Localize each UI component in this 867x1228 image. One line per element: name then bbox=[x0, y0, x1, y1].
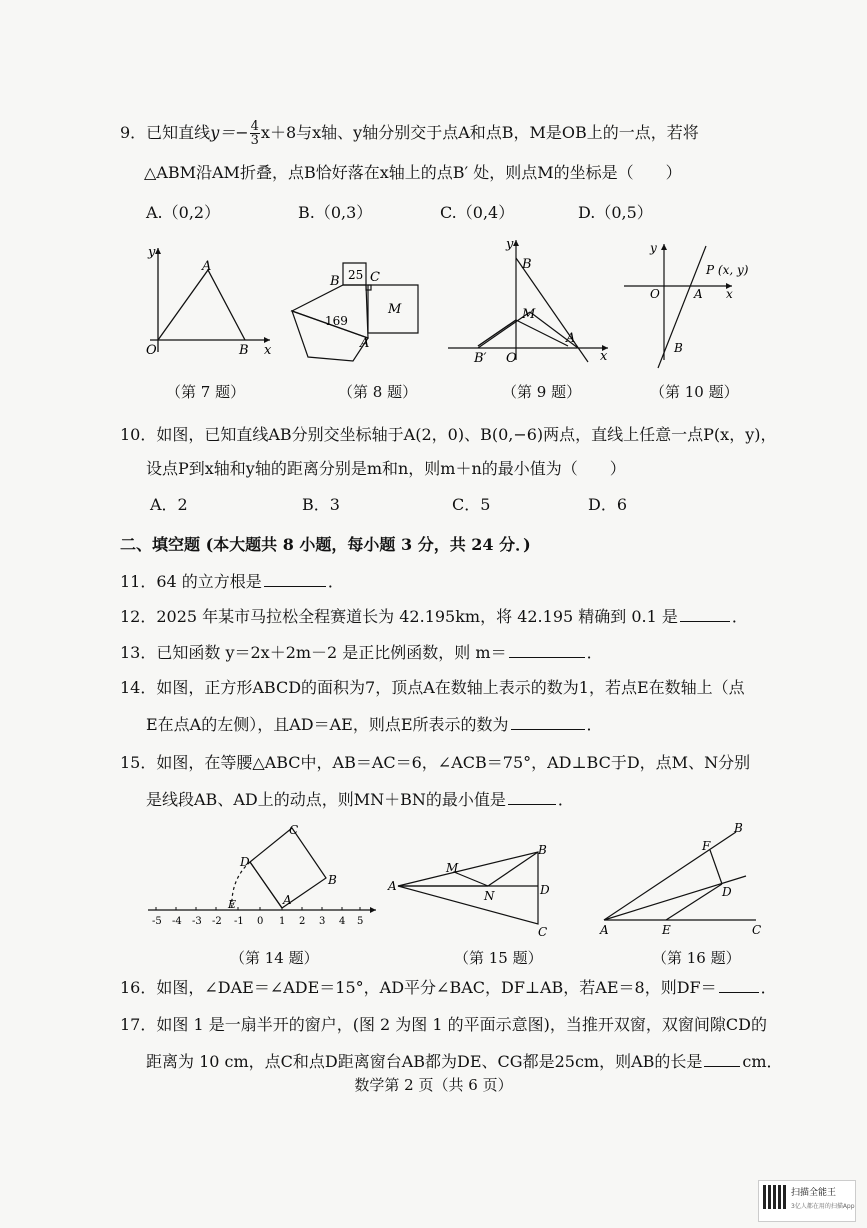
q10-option-a: A．2 bbox=[150, 495, 188, 514]
figure-10 bbox=[620, 240, 749, 370]
q10-option-b: B．3 bbox=[302, 495, 340, 514]
fig9-label-o: O bbox=[506, 351, 517, 366]
fig14-label-d: D bbox=[240, 855, 250, 869]
fig9-label-x: x bbox=[600, 349, 608, 364]
fig7-label-o: O bbox=[146, 343, 157, 358]
q15-line2: 是线段AB、AD上的动点，则MN＋BN的最小值是 ． bbox=[146, 790, 574, 809]
q14-line2: E在点A的左侧），且AD＝AE，则点E所表示的数为 ． bbox=[146, 715, 603, 734]
fig16-label-c: C bbox=[752, 923, 762, 937]
fig15-label-n: N bbox=[484, 889, 495, 903]
q10-line2: 设点P到x轴和y轴的距离分别是m和n，则m＋n的最小值为（ ） bbox=[146, 459, 626, 478]
fig8-label-169: 169 bbox=[325, 314, 348, 328]
figure-7 bbox=[140, 240, 280, 370]
fig16-label-d: D bbox=[722, 885, 732, 899]
q11: 11．64 的立方根是 ． bbox=[120, 572, 344, 591]
fig14-label-e: E bbox=[228, 898, 237, 911]
answer-blank[interactable] bbox=[264, 570, 326, 587]
answer-blank[interactable] bbox=[508, 788, 556, 805]
fig8-label-b: B bbox=[330, 274, 340, 289]
fig16-label-f: F bbox=[702, 839, 711, 853]
fig16-label-b: B bbox=[734, 821, 743, 835]
answer-blank[interactable] bbox=[680, 605, 730, 622]
fig16-label-e: E bbox=[662, 923, 671, 937]
fig10-label-b: B bbox=[674, 341, 683, 355]
fig14-tick: 3 bbox=[319, 916, 326, 927]
fig7-label-y: y bbox=[148, 245, 156, 260]
fig7-label-a: A bbox=[202, 259, 212, 274]
fig9-label-b: B bbox=[522, 257, 532, 272]
fig15-label-b: B bbox=[538, 843, 547, 857]
q9-option-a: A.（0,2） bbox=[146, 203, 221, 222]
q17-line2: 距离为 10 cm，点C和点D距离窗台AB都为DE、CG都是25cm，则AB的长是 cm． bbox=[146, 1052, 783, 1071]
q12: 12．2025 年某市马拉松全程赛道长为 42.195km，将 42.195 精确到 0.1 是 ． bbox=[120, 607, 748, 626]
answer-blank[interactable] bbox=[511, 713, 585, 730]
fig8-label-25: 25 bbox=[348, 268, 364, 282]
fig8-label-m: M bbox=[388, 302, 402, 317]
fig14-tick: -2 bbox=[212, 916, 222, 927]
fig14-tick: 2 bbox=[299, 916, 306, 927]
page-footer: 数学第 2 页（共 6 页） bbox=[354, 1076, 513, 1094]
q9-line2: △ABM沿AM折叠，点B恰好落在x轴上的点B′ 处，则点M的坐标是（ ） bbox=[144, 163, 682, 182]
answer-blank[interactable] bbox=[719, 976, 759, 993]
fig9-label-a: A bbox=[566, 331, 576, 346]
figure-15 bbox=[388, 838, 558, 938]
qr-code-icon bbox=[763, 1185, 787, 1209]
q10-option-d: D．6 bbox=[588, 495, 628, 514]
q17-line1: 17．如图 1 是一扇半开的窗户，(图 2 为图 1 的平面示意图)，当推开双窗，双窗间隙CD的 bbox=[120, 1015, 767, 1034]
fig10-label-y: y bbox=[650, 241, 657, 255]
q15-line1: 15．如图，在等腰△ABC中，AB＝AC＝6，∠ACB＝75°，AD⊥BC于D，点M、N分别 bbox=[120, 753, 751, 772]
q9-option-c: C.（0,4） bbox=[440, 203, 515, 222]
q9-line1: 9．已知直线y＝− $\frac{4}{3}$ x＋8与x轴、y轴分别交于点A和点B，M是OB上的一点，若将 bbox=[120, 119, 699, 148]
caption-fig7: （第 7 题） bbox=[166, 383, 246, 401]
fig9-label-m: M bbox=[522, 307, 536, 322]
fig14-tick: 4 bbox=[339, 916, 346, 927]
fig14-tick: 1 bbox=[279, 916, 286, 927]
fig10-label-p: P (x, y) bbox=[706, 263, 749, 277]
caption-fig10: （第 10 题） bbox=[650, 383, 739, 401]
figure-9 bbox=[448, 236, 613, 366]
caption-fig14: （第 14 题） bbox=[230, 949, 319, 967]
fig15-label-d: D bbox=[540, 883, 550, 897]
fig14-tick: -4 bbox=[172, 916, 182, 927]
fig15-label-m: M bbox=[446, 861, 459, 875]
q13: 13．已知函数 y＝2x＋2m－2 是正比例函数，则 m＝ ． bbox=[120, 643, 603, 662]
fig10-label-o: O bbox=[650, 287, 660, 301]
fig14-tick: -3 bbox=[192, 916, 202, 927]
fig14-tick: 5 bbox=[357, 916, 364, 927]
caption-fig16: （第 16 题） bbox=[652, 949, 741, 967]
caption-fig8: （第 8 题） bbox=[338, 383, 418, 401]
fig7-label-b: B bbox=[239, 343, 249, 358]
fig14-label-b: B bbox=[328, 873, 337, 887]
fig14-tick: -5 bbox=[152, 916, 162, 927]
fig10-label-a: A bbox=[694, 287, 703, 301]
fig14-label-a: A bbox=[283, 893, 292, 907]
caption-fig9: （第 9 题） bbox=[502, 383, 582, 401]
fig14-tick: 0 bbox=[257, 916, 264, 927]
fraction: $\frac{4}{3}$ bbox=[250, 119, 259, 148]
fig10-label-x: x bbox=[726, 287, 733, 301]
q16: 16．如图，∠DAE＝∠ADE＝15°，AD平分∠BAC，DF⊥AB，若AE＝8，则DF＝ ． bbox=[120, 978, 777, 997]
fig14-tick: -1 bbox=[234, 916, 244, 927]
scanner-watermark bbox=[758, 1180, 856, 1222]
fig15-label-a: A bbox=[388, 879, 397, 893]
figure-14 bbox=[144, 822, 384, 932]
fig14-label-c: C bbox=[289, 823, 299, 837]
fig8-label-a: A bbox=[360, 336, 370, 351]
fig8-label-c: C bbox=[370, 270, 380, 285]
fig9-label-y: y bbox=[506, 237, 514, 252]
fig9-label-bprime: B′ bbox=[474, 351, 487, 366]
q9-option-b: B.（0,3） bbox=[298, 203, 373, 222]
answer-blank[interactable] bbox=[509, 641, 585, 658]
fig7-label-x: x bbox=[264, 343, 272, 358]
q9-option-d: D.（0,5） bbox=[578, 203, 653, 222]
q14-line1: 14．如图，正方形ABCD的面积为7，顶点A在数轴上表示的数为1，若点E在数轴上（点 bbox=[120, 678, 745, 697]
fig15-label-c: C bbox=[538, 925, 548, 939]
figure-16 bbox=[596, 820, 766, 938]
q10-option-c: C．5 bbox=[452, 495, 491, 514]
scanner-subtitle: 3亿人都在用的扫描App bbox=[791, 1203, 855, 1210]
caption-fig15: （第 15 题） bbox=[454, 949, 543, 967]
answer-blank[interactable] bbox=[704, 1050, 740, 1067]
q10-line1: 10．如图，已知直线AB分别交坐标轴于A(2，0)、B(0,−6)两点，直线上任意一点P(x，y)， bbox=[120, 425, 777, 444]
figure-8 bbox=[288, 255, 428, 365]
section-2-title: 二、填空题 (本大题共 8 小题，每小题 3 分，共 24 分．) bbox=[120, 535, 531, 554]
scanner-title: 扫描全能王 bbox=[791, 1188, 837, 1198]
fig16-label-a: A bbox=[600, 923, 609, 937]
